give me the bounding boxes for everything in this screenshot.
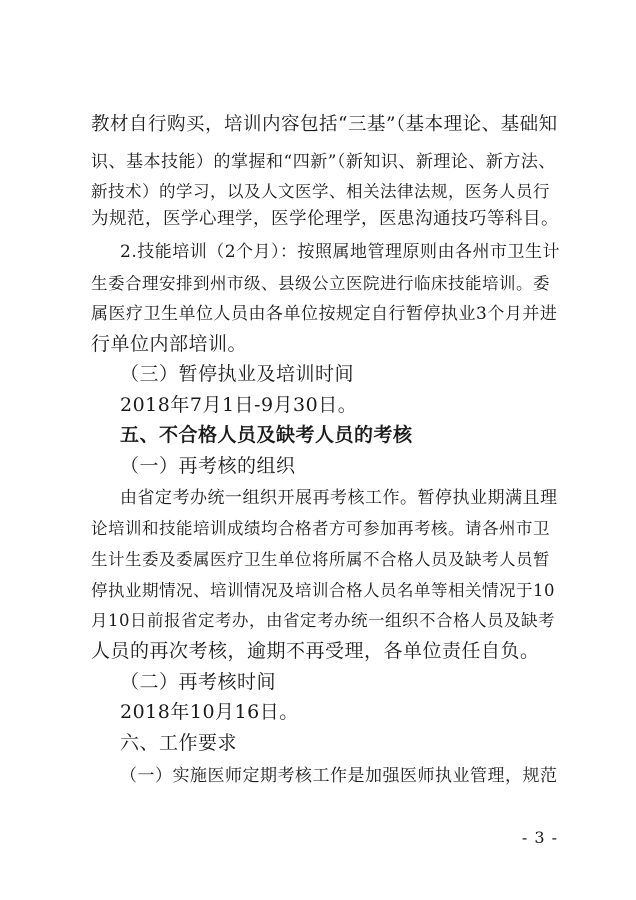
text-line: 停执业期情况、培训情况及培训合格人员名单等相关情况于10 (91, 581, 555, 600)
text-line: 月10日前报省定考办，由省定考办统一组织不合格人员及缺考 (91, 611, 555, 630)
section-heading: 六、工作要求 (120, 732, 238, 754)
text-line: 属医疗卫生单位人员由各单位按规定自行暂停执业3个月并进 (91, 304, 558, 324)
text-line: 新技术）的学习，以及人文医学、相关法律法规，医务人员行 (91, 182, 550, 201)
text-line: 2018年10月16日。 (120, 701, 299, 723)
section-subheading: （三）暂停执业及培训时间 (120, 363, 355, 385)
section-subheading: （二）再考核时间 (120, 671, 277, 693)
section-subheading: （一）再考核的组织 (120, 455, 296, 477)
text-line: （一）实施医师定期考核工作是加强医师执业管理，规范 (120, 766, 558, 786)
text-line: 由省定考办统一组织开展再考核工作。暂停执业期满且理 (120, 488, 558, 508)
text-line: 识、基本技能）的掌握和“四新”（新知识、新理论、新方法、 (91, 152, 556, 172)
text-line: 生计生委及委属医疗卫生单位将所属不合格人员及缺考人员暂 (91, 550, 550, 569)
text-line: 生委合理安排到州市级、县级公立医院进行临床技能培训。委 (91, 274, 550, 293)
text-line: 2018年7月1日-9月30日。 (120, 394, 358, 416)
page-number: - 3 - (521, 828, 558, 847)
text-line: 人员的再次考核，逾期不再受理，各单位责任自负。 (91, 640, 540, 662)
text-line: 论培训和技能培训成绩均合格者方可参加再考核。请各州市卫 (91, 519, 550, 538)
text-line: 为规范，医学心理学，医学伦理学，医患沟通技巧等科目。 (91, 209, 559, 229)
text-line: 行单位内部培训。 (91, 333, 248, 355)
section-heading: 五、不合格人员及缺考人员的考核 (120, 424, 413, 446)
text-line: 教材自行购买，培训内容包括“三基”（基本理论、基础知 (91, 114, 558, 135)
text-line: 2.技能培训（2个月）：按照属地管理原则由各州市卫生计 (120, 242, 561, 262)
